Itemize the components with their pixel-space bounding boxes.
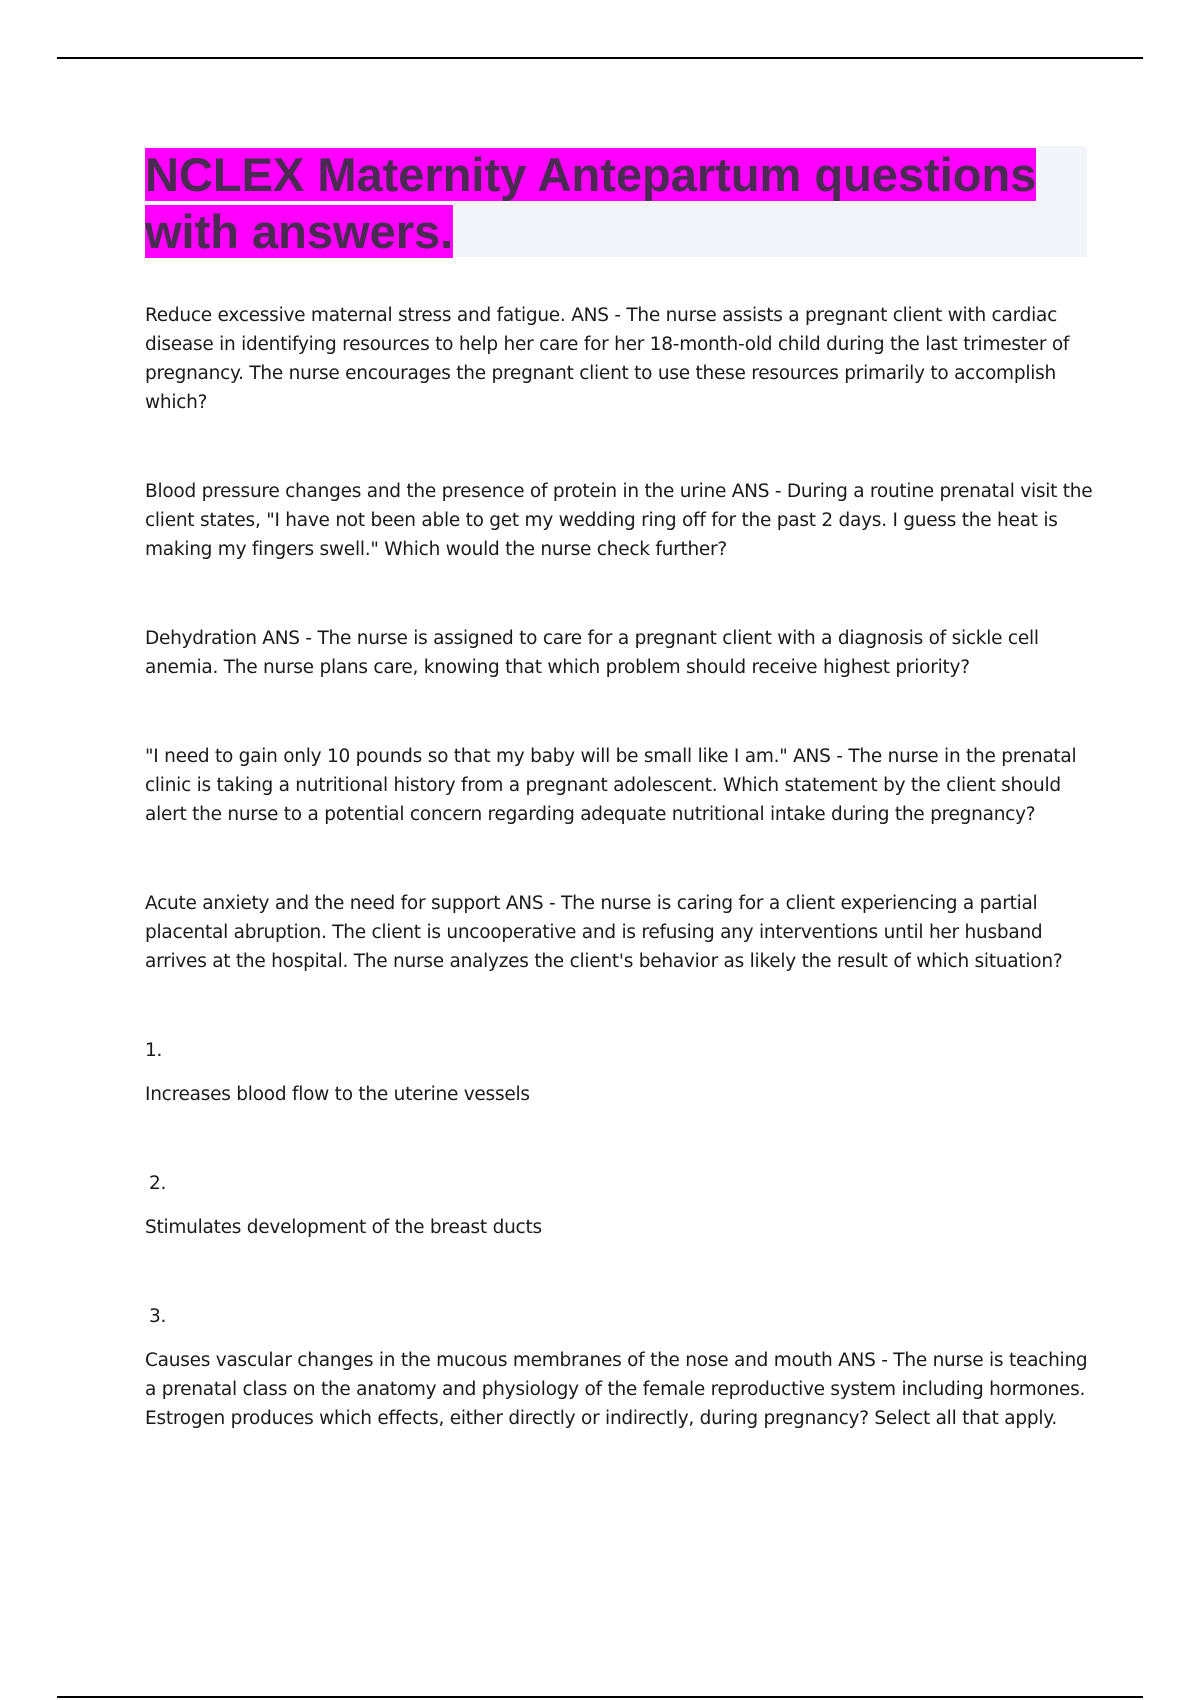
option-text-2: Stimulates development of the breast ducts: [145, 1217, 542, 1238]
option-number-2: 2.: [149, 1173, 167, 1194]
qa-item-5: Acute anxiety and the need for support ANS - The nurse is caring for a client experiencing a partial placental abruption. The client is uncooperative and is refusing any interventions until her husband arrives at the hospital. The nurse analyzes the client's behavior as likely the result of which situation?: [145, 893, 1063, 972]
title-highlight: NCLEX Maternity Antepartum questions with answers.: [145, 148, 1037, 258]
qa-item-4: "I need to gain only 10 pounds so that my baby will be small like I am." ANS - The nurse in the prenatal clinic is taking a nutritional history from a pregnant adolescent. Which statement by the client should alert the nurse to a potential concern regarding adequate nutritional intake during the pregnancy?: [145, 746, 1077, 825]
option-text-1: Increases blood flow to the uterine vessels: [145, 1084, 530, 1105]
bottom-rule: [57, 1696, 1143, 1698]
option-text-3: Causes vascular changes in the mucous membranes of the nose and mouth ANS - The nurse is teaching a prenatal class on the anatomy and physiology of the female reproductive system including hormones. Estrogen produces which effects, either directly or indirectly, during pregnancy? Select all that apply.: [145, 1350, 1088, 1429]
qa-item-1: Reduce excessive maternal stress and fatigue. ANS - The nurse assists a pregnant client with cardiac disease in identifying resources to help her care for her 18-month-old child during the last trimester of pregnancy. The nurse encourages the pregnant client to use these resources primarily to accomplish which?: [145, 305, 1070, 413]
qa-item-2: Blood pressure changes and the presence of protein in the urine ANS - During a routine prenatal visit the client states, "I have not been able to get my wedding ring off for the past 2 days. I guess the heat is making my fingers swell." Which would the nurse check further?: [145, 481, 1093, 560]
title-block: [145, 146, 1087, 257]
page-title: [145, 146, 1087, 260]
qa-item-3: Dehydration ANS - The nurse is assigned to care for a pregnant client with a diagnosis of sickle cell anemia. The nurse plans care, knowing that which problem should receive highest priority?: [145, 628, 1039, 678]
document-body: [145, 301, 1095, 1433]
top-rule: [57, 57, 1143, 59]
option-number-1: 1.: [145, 1040, 163, 1061]
option-number-3: 3.: [149, 1306, 167, 1327]
